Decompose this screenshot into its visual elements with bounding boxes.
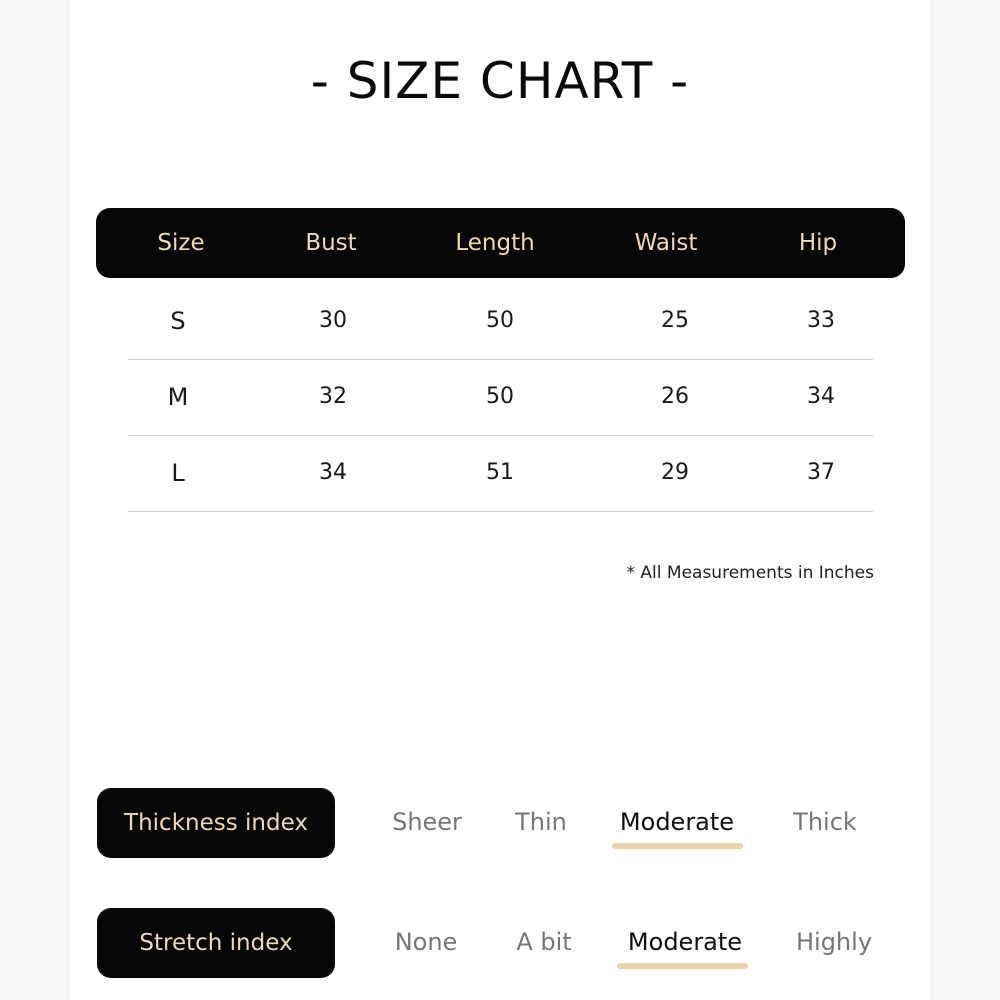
thickness-selected-underline <box>612 843 743 849</box>
cell-size: M <box>167 383 189 411</box>
stretch-option-moderate: Moderate <box>627 928 743 956</box>
header-waist: Waist <box>634 230 698 256</box>
cell-size: S <box>170 307 186 335</box>
cell-length: 50 <box>486 308 514 333</box>
table-row <box>128 283 873 360</box>
cell-size: L <box>171 459 185 487</box>
cell-hip: 33 <box>807 308 835 333</box>
cell-hip: 37 <box>807 460 835 485</box>
header-hip: Hip <box>798 230 838 256</box>
stretch-option-none: None <box>394 928 458 956</box>
thickness-option-sheer: Sheer <box>392 808 462 836</box>
measurement-note: * All Measurements in Inches <box>626 563 874 583</box>
table-row <box>128 435 873 512</box>
thickness-option-thick: Thick <box>793 808 857 836</box>
cell-waist: 29 <box>661 460 689 485</box>
header-size: Size <box>157 230 205 256</box>
cell-bust: 32 <box>319 384 347 409</box>
cell-waist: 26 <box>661 384 689 409</box>
stretch-index-label: Stretch index <box>97 908 335 978</box>
cell-waist: 25 <box>661 308 689 333</box>
cell-bust: 34 <box>319 460 347 485</box>
stretch-option-highly: Highly <box>795 928 873 956</box>
thickness-option-thin: Thin <box>515 808 567 836</box>
table-row <box>128 359 873 436</box>
thickness-index-label: Thickness index <box>97 788 335 858</box>
cell-hip: 34 <box>807 384 835 409</box>
stretch-selected-underline <box>617 963 748 969</box>
cell-bust: 30 <box>319 308 347 333</box>
header-length: Length <box>455 230 535 256</box>
cell-length: 51 <box>486 460 514 485</box>
table-header <box>96 208 905 278</box>
header-bust: Bust <box>305 230 357 256</box>
cell-length: 50 <box>486 384 514 409</box>
stretch-option-a-bit: A bit <box>516 928 572 956</box>
page-title: - SIZE CHART - <box>310 52 690 110</box>
thickness-option-moderate: Moderate <box>619 808 735 836</box>
